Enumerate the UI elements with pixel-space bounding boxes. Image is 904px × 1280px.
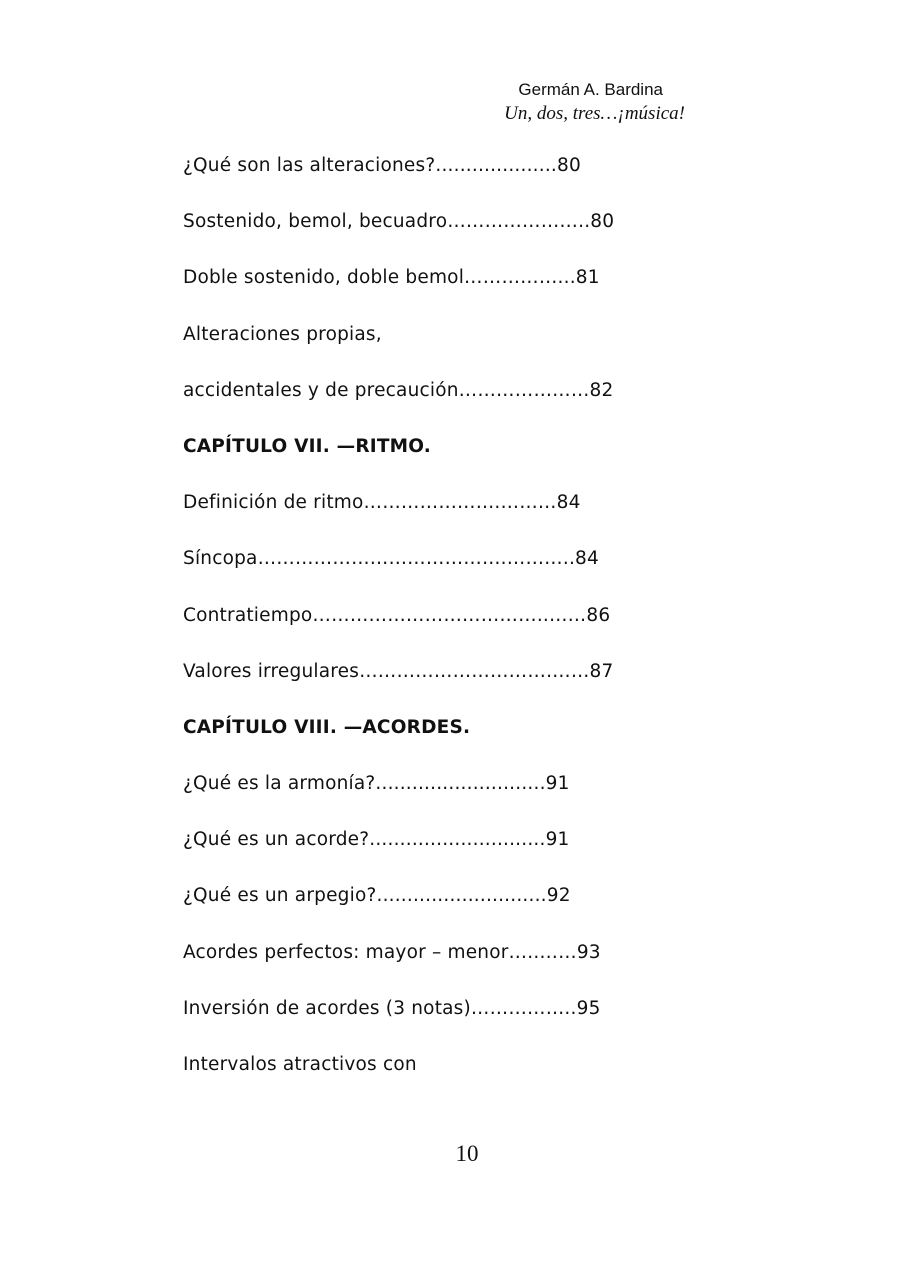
running-header-author: Germán A. Bardina [518, 80, 663, 99]
toc-entry: ¿Qué es la armonía?............................91 [183, 773, 570, 795]
toc-entry: Inversión de acordes (3 notas)……………..95 [183, 997, 601, 1019]
toc-entry: Valores irregulares………………………….……87 [183, 660, 614, 682]
toc-chapter-heading: CAPÍTULO VII. —RITMO. [183, 435, 432, 457]
toc-entry: ¿Qué es un acorde?.............................91 [183, 829, 570, 851]
running-header-book-title: Un, dos, tres…¡música! [504, 103, 685, 124]
toc-entry: Alteraciones propias, [183, 323, 382, 345]
toc-entry: Doble sostenido, doble bemol……………...81 [183, 267, 600, 289]
toc-entry: Intervalos atractivos con [183, 1054, 417, 1075]
toc-entry: accidentales y de precaución…………………82 [183, 379, 614, 401]
toc-entry: ¿Qué es un arpegio?............................92 [183, 885, 571, 907]
toc-chapter-heading: CAPÍTULO VIII. —ACORDES. [183, 716, 471, 738]
table-of-contents [183, 152, 743, 1107]
toc-entry: Definición de ritmo………………….………84 [183, 492, 581, 514]
toc-entry: Contratiempo………………………………..……86 [183, 604, 611, 626]
page-number: 10 [455, 1141, 479, 1166]
toc-entry: Sostenido, bemol, becuadro…………………..80 [183, 211, 615, 233]
toc-entry: Síncopa………………………………….………..84 [183, 548, 599, 570]
toc-entry: ¿Qué son las alteraciones?....................80 [183, 155, 581, 176]
toc-entry: Acordes perfectos: mayor – menor…..……93 [183, 941, 601, 963]
